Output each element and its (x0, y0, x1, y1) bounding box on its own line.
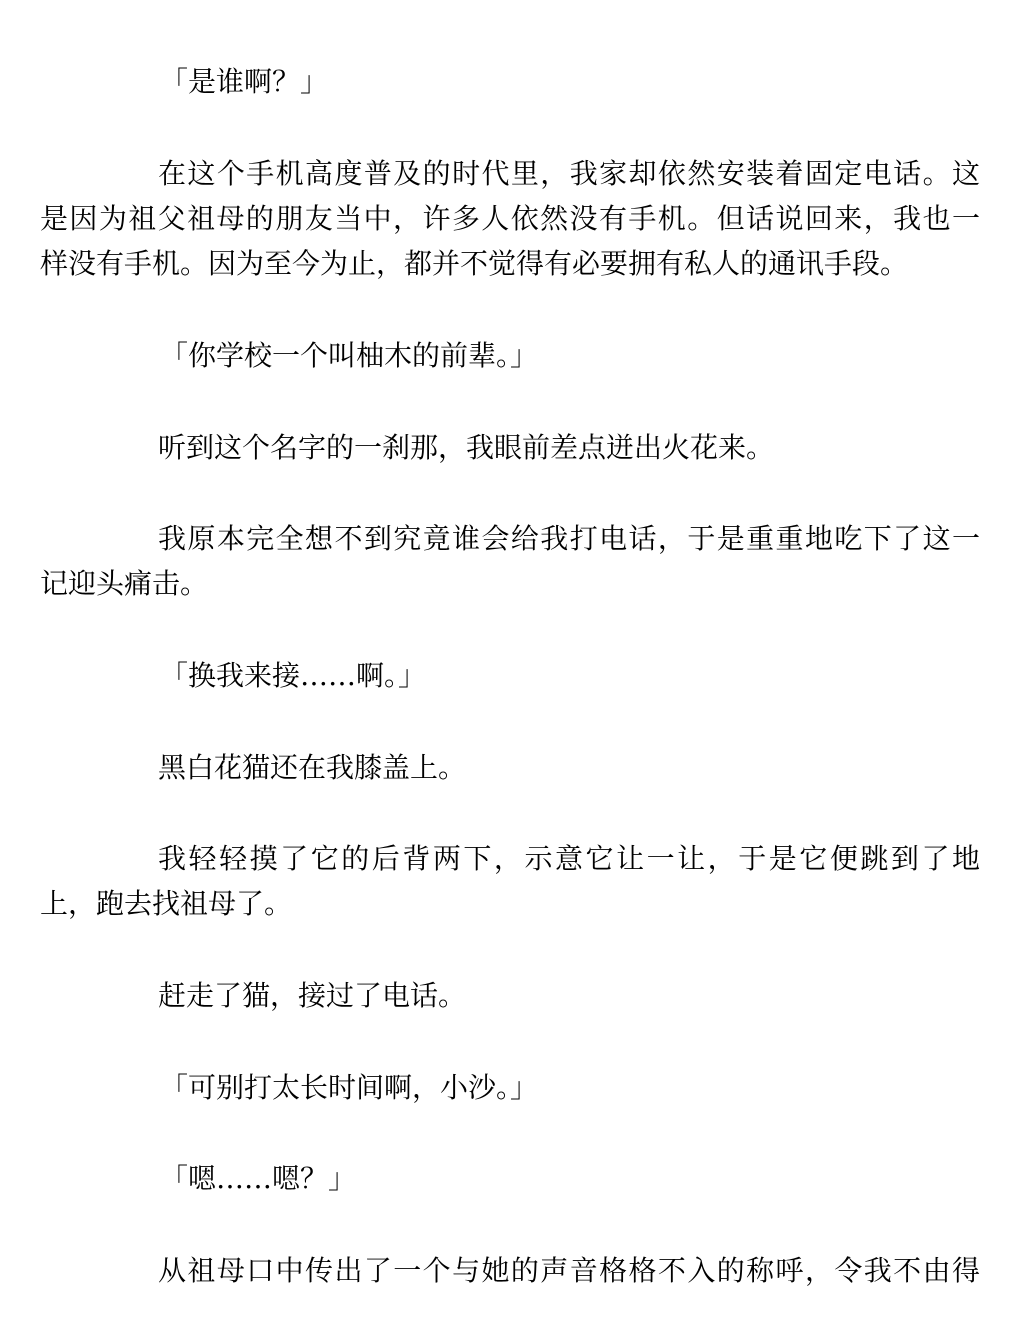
text-line: 我原本完全想不到究竟谁会给我打电话，于是重重地吃下了这一 (158, 522, 980, 555)
text-line: 黑白花猫还在我膝盖上。 (158, 751, 467, 784)
text-line: 「可别打太长时间啊，小沙。」 (160, 1071, 539, 1104)
text-line: 「是谁啊？」 (160, 65, 329, 98)
text-line: 「嗯……嗯？」 (160, 1162, 357, 1195)
text-line: 在这个手机高度普及的时代里，我家却依然安装着固定电话。这 (158, 157, 980, 190)
text-line: 上，跑去找祖母了。 (40, 887, 293, 920)
text-line: 记迎头痛击。 (40, 567, 209, 600)
text-line: 从祖母口中传出了一个与她的声音格格不入的称呼，令我不由得 (158, 1254, 980, 1287)
text-line: 赶走了猫，接过了电话。 (158, 979, 467, 1012)
document-page (40, 0, 980, 1320)
text-line: 是因为祖父祖母的朋友当中，许多人依然没有手机。但话说回来，我也一 (40, 202, 980, 235)
text-line: 样没有手机。因为至今为止，都并不觉得有必要拥有私人的通讯手段。 (40, 247, 909, 280)
text-line: 听到这个名字的一刹那，我眼前差点迸出火花来。 (158, 431, 775, 464)
text-line: 「换我来接……啊。」 (160, 659, 427, 692)
text-line: 「你学校一个叫柚木的前辈。」 (160, 339, 539, 372)
text-line: 我轻轻摸了它的后背两下，示意它让一让，于是它便跳到了地 (158, 842, 980, 875)
